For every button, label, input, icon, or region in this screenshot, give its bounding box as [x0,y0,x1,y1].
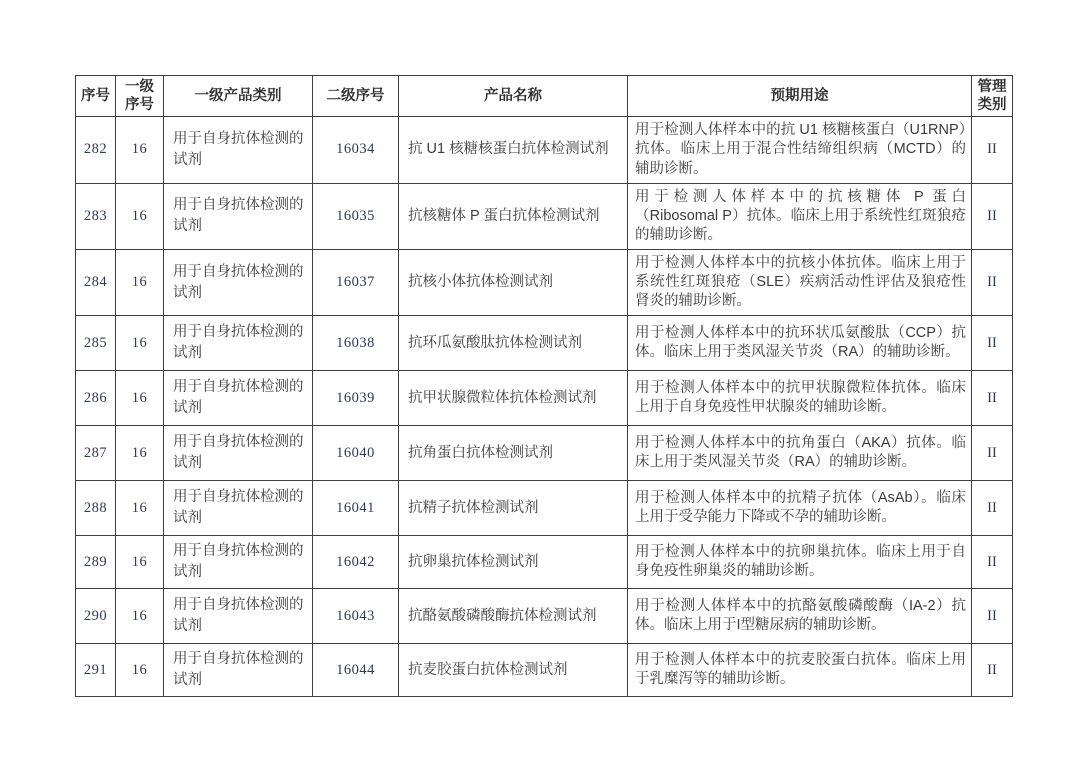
cell-level1-category: 用于自身抗体检测的试剂 [164,183,313,249]
cell-product-name: 抗角蛋白抗体检测试剂 [399,426,628,481]
header-row [76,76,1013,117]
header-product-name: 产品名称 [399,76,628,117]
cell-level2-seq: 16035 [313,183,399,249]
product-catalog-table [75,75,1013,697]
cell-seq: 289 [76,536,116,589]
cell-intended-use: 用于检测人体样本中的抗精子抗体（AsAb）。临床上用于受孕能力下降或不孕的辅助诊断。 [628,481,972,536]
header-seq: 序号 [76,76,116,117]
cell-level1-category: 用于自身抗体检测的试剂 [164,426,313,481]
cell-level2-seq: 16044 [313,644,399,697]
cell-intended-use: 用于检测人体样本中的抗酪氨酸磷酸酶（IA-2）抗体。临床上用于I型糖尿病的辅助诊断。 [628,589,972,644]
cell-level1-seq: 16 [116,371,164,426]
cell-level2-seq: 16041 [313,481,399,536]
cell-level1-category: 用于自身抗体检测的试剂 [164,117,313,183]
cell-seq: 283 [76,183,116,249]
cell-product-name: 抗酪氨酸磷酸酶抗体检测试剂 [399,589,628,644]
cell-product-name: 抗精子抗体检测试剂 [399,481,628,536]
cell-intended-use: 用于检测人体样本中的抗角蛋白（AKA）抗体。临床上用于类风湿关节炎（RA）的辅助诊断。 [628,426,972,481]
cell-level1-seq: 16 [116,117,164,183]
table-row [76,426,1013,481]
cell-seq: 282 [76,117,116,183]
cell-level1-category: 用于自身抗体检测的试剂 [164,371,313,426]
cell-mgmt-class: II [972,426,1013,481]
cell-mgmt-class: II [972,589,1013,644]
cell-level2-seq: 16043 [313,589,399,644]
cell-seq: 290 [76,589,116,644]
table-row [76,183,1013,249]
cell-intended-use: 用于检测人体样本中的抗麦胶蛋白抗体。临床上用于乳糜泻等的辅助诊断。 [628,644,972,697]
cell-level2-seq: 16040 [313,426,399,481]
cell-mgmt-class: II [972,481,1013,536]
cell-mgmt-class: II [972,183,1013,249]
cell-level1-seq: 16 [116,589,164,644]
table-row [76,589,1013,644]
table-row [76,250,1013,316]
cell-product-name: 抗卵巢抗体检测试剂 [399,536,628,589]
cell-seq: 291 [76,644,116,697]
table-row [76,316,1013,371]
cell-level1-category: 用于自身抗体检测的试剂 [164,589,313,644]
table-row [76,644,1013,697]
cell-level2-seq: 16042 [313,536,399,589]
cell-seq: 288 [76,481,116,536]
cell-level1-category: 用于自身抗体检测的试剂 [164,644,313,697]
cell-level2-seq: 16037 [313,250,399,316]
cell-level1-category: 用于自身抗体检测的试剂 [164,250,313,316]
cell-seq: 287 [76,426,116,481]
cell-intended-use: 用于检测人体样本中的抗 U1 核糖核蛋白（U1RNP）抗体。临床上用于混合性结缔组织病（MCTD）的辅助诊断。 [628,117,972,183]
cell-intended-use: 用于检测人体样本中的抗核小体抗体。临床上用于系统性红斑狼疮（SLE）疾病活动性评估及狼疮性肾炎的辅助诊断。 [628,250,972,316]
cell-product-name: 抗麦胶蛋白抗体检测试剂 [399,644,628,697]
cell-mgmt-class: II [972,536,1013,589]
cell-seq: 286 [76,371,116,426]
table-row [76,371,1013,426]
cell-product-name: 抗 U1 核糖核蛋白抗体检测试剂 [399,117,628,183]
cell-level1-seq: 16 [116,183,164,249]
cell-product-name: 抗核糖体 P 蛋白抗体检测试剂 [399,183,628,249]
cell-level2-seq: 16039 [313,371,399,426]
table-row [76,536,1013,589]
cell-mgmt-class: II [972,644,1013,697]
cell-mgmt-class: II [972,117,1013,183]
cell-level1-seq: 16 [116,250,164,316]
cell-seq: 284 [76,250,116,316]
cell-product-name: 抗核小体抗体检测试剂 [399,250,628,316]
cell-product-name: 抗甲状腺微粒体抗体检测试剂 [399,371,628,426]
table-header [76,76,1013,117]
cell-level1-seq: 16 [116,426,164,481]
cell-level1-seq: 16 [116,536,164,589]
cell-level2-seq: 16034 [313,117,399,183]
header-level1-category: 一级产品类别 [164,76,313,117]
cell-level1-category: 用于自身抗体检测的试剂 [164,316,313,371]
cell-intended-use: 用于检测人体样本中的抗卵巢抗体。临床上用于自身免疫性卵巢炎的辅助诊断。 [628,536,972,589]
cell-level1-category: 用于自身抗体检测的试剂 [164,481,313,536]
cell-seq: 285 [76,316,116,371]
header-intended-use: 预期用途 [628,76,972,117]
table-row [76,117,1013,183]
cell-mgmt-class: II [972,316,1013,371]
table-body [76,117,1013,697]
cell-level1-seq: 16 [116,644,164,697]
header-level1-seq: 一级序号 [116,76,164,117]
cell-level1-seq: 16 [116,481,164,536]
cell-mgmt-class: II [972,371,1013,426]
header-mgmt-class: 管理类别 [972,76,1013,117]
cell-intended-use: 用于检测人体样本中的抗核糖体 P 蛋白（Ribosomal P）抗体。临床上用于系统性红斑狼疮的辅助诊断。 [628,183,972,249]
cell-level1-category: 用于自身抗体检测的试剂 [164,536,313,589]
cell-intended-use: 用于检测人体样本中的抗环状瓜氨酸肽（CCP）抗体。临床上用于类风湿关节炎（RA）的辅助诊断。 [628,316,972,371]
table-row [76,481,1013,536]
cell-intended-use: 用于检测人体样本中的抗甲状腺微粒体抗体。临床上用于自身免疫性甲状腺炎的辅助诊断。 [628,371,972,426]
cell-level1-seq: 16 [116,316,164,371]
cell-product-name: 抗环瓜氨酸肽抗体检测试剂 [399,316,628,371]
cell-mgmt-class: II [972,250,1013,316]
cell-level2-seq: 16038 [313,316,399,371]
header-level2-seq: 二级序号 [313,76,399,117]
